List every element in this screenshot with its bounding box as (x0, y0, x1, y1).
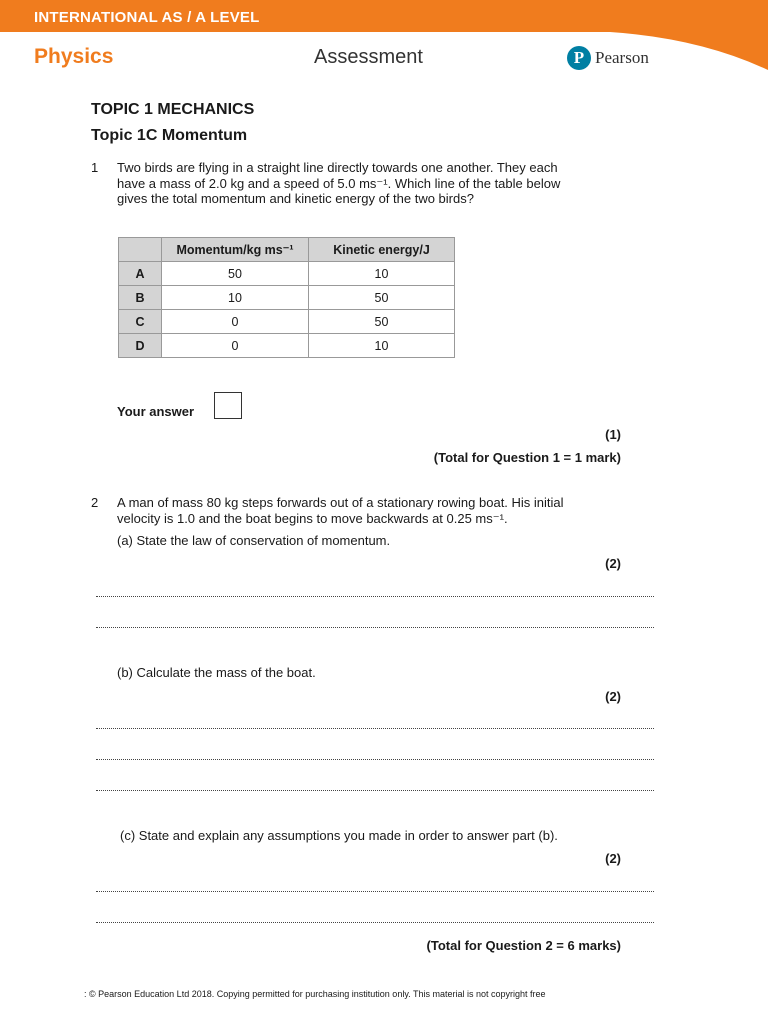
row-label: D (119, 334, 162, 358)
answer-box[interactable] (214, 392, 242, 419)
momentum-cell: 10 (162, 286, 309, 310)
question-1-line: have a mass of 2.0 kg and a speed of 5.0 ms⁻¹. Which line of the table below (117, 175, 561, 191)
energy-cell: 10 (309, 262, 455, 286)
question-1-line: Two birds are flying in a straight line directly towards one another. They each (117, 160, 558, 175)
table-row (119, 334, 455, 358)
table-row (119, 310, 455, 334)
row-label: C (119, 310, 162, 334)
question-2-line: velocity is 1.0 and the boat begins to move backwards at 0.25 ms⁻¹. (117, 510, 508, 526)
answer-line[interactable] (96, 759, 654, 760)
subject-title: Physics (34, 45, 114, 68)
answer-line[interactable] (96, 790, 654, 791)
table-row (119, 262, 455, 286)
pearson-logo-text: Pearson (595, 48, 649, 67)
energy-cell: 10 (309, 334, 455, 358)
table-corner-cell (119, 238, 162, 262)
copyright-footer: : © Pearson Education Ltd 2018. Copying permitted for purchasing institution only. This material is not copyright free (84, 989, 546, 999)
answer-line[interactable] (96, 891, 654, 892)
question-1-text (117, 160, 617, 207)
row-label: B (119, 286, 162, 310)
energy-cell: 50 (309, 310, 455, 334)
row-label: A (119, 262, 162, 286)
subtopic-heading: Topic 1C Momentum (91, 127, 248, 144)
answer-line[interactable] (96, 922, 654, 923)
momentum-cell: 0 (162, 310, 309, 334)
banner-title: INTERNATIONAL AS / A LEVEL (34, 9, 260, 26)
table-row (119, 286, 455, 310)
table-header-row (119, 238, 455, 262)
your-answer-label: Your answer (117, 404, 195, 419)
question-1-line: gives the total momentum and kinetic energy of the two birds? (117, 191, 474, 206)
question-2b-marks: (2) (605, 689, 621, 704)
column-header-momentum: Momentum/kg ms⁻¹ (162, 238, 309, 262)
question-2-total: (Total for Question 2 = 6 marks) (426, 938, 621, 953)
question-1-total: (Total for Question 1 = 1 mark) (433, 450, 621, 465)
question-1-number: 1 (91, 160, 99, 175)
column-header-energy: Kinetic energy/J (309, 238, 455, 262)
document-type: Assessment (314, 46, 423, 68)
question-2-number: 2 (91, 495, 99, 510)
question-2b-text: (b) Calculate the mass of the boat. (117, 665, 316, 680)
answer-line[interactable] (96, 728, 654, 729)
question-2a-marks: (2) (605, 556, 621, 571)
answer-line[interactable] (96, 596, 654, 597)
answer-line[interactable] (96, 627, 654, 628)
question-1-marks: (1) (605, 427, 621, 442)
energy-cell: 50 (309, 286, 455, 310)
momentum-cell: 0 (162, 334, 309, 358)
question-2-line: A man of mass 80 kg steps forwards out of a stationary rowing boat. His initial (117, 495, 564, 510)
answer-options-table (118, 237, 455, 358)
question-2-text (117, 495, 617, 526)
pearson-logo-icon: P (567, 46, 591, 70)
question-2a-text: (a) State the law of conservation of momentum. (117, 533, 391, 548)
topic-heading: TOPIC 1 MECHANICS (91, 101, 255, 118)
question-2c-text: (c) State and explain any assumptions you made in order to answer part (b). (120, 828, 558, 843)
question-2c-marks: (2) (605, 851, 621, 866)
pearson-logo (567, 46, 649, 70)
momentum-cell: 50 (162, 262, 309, 286)
